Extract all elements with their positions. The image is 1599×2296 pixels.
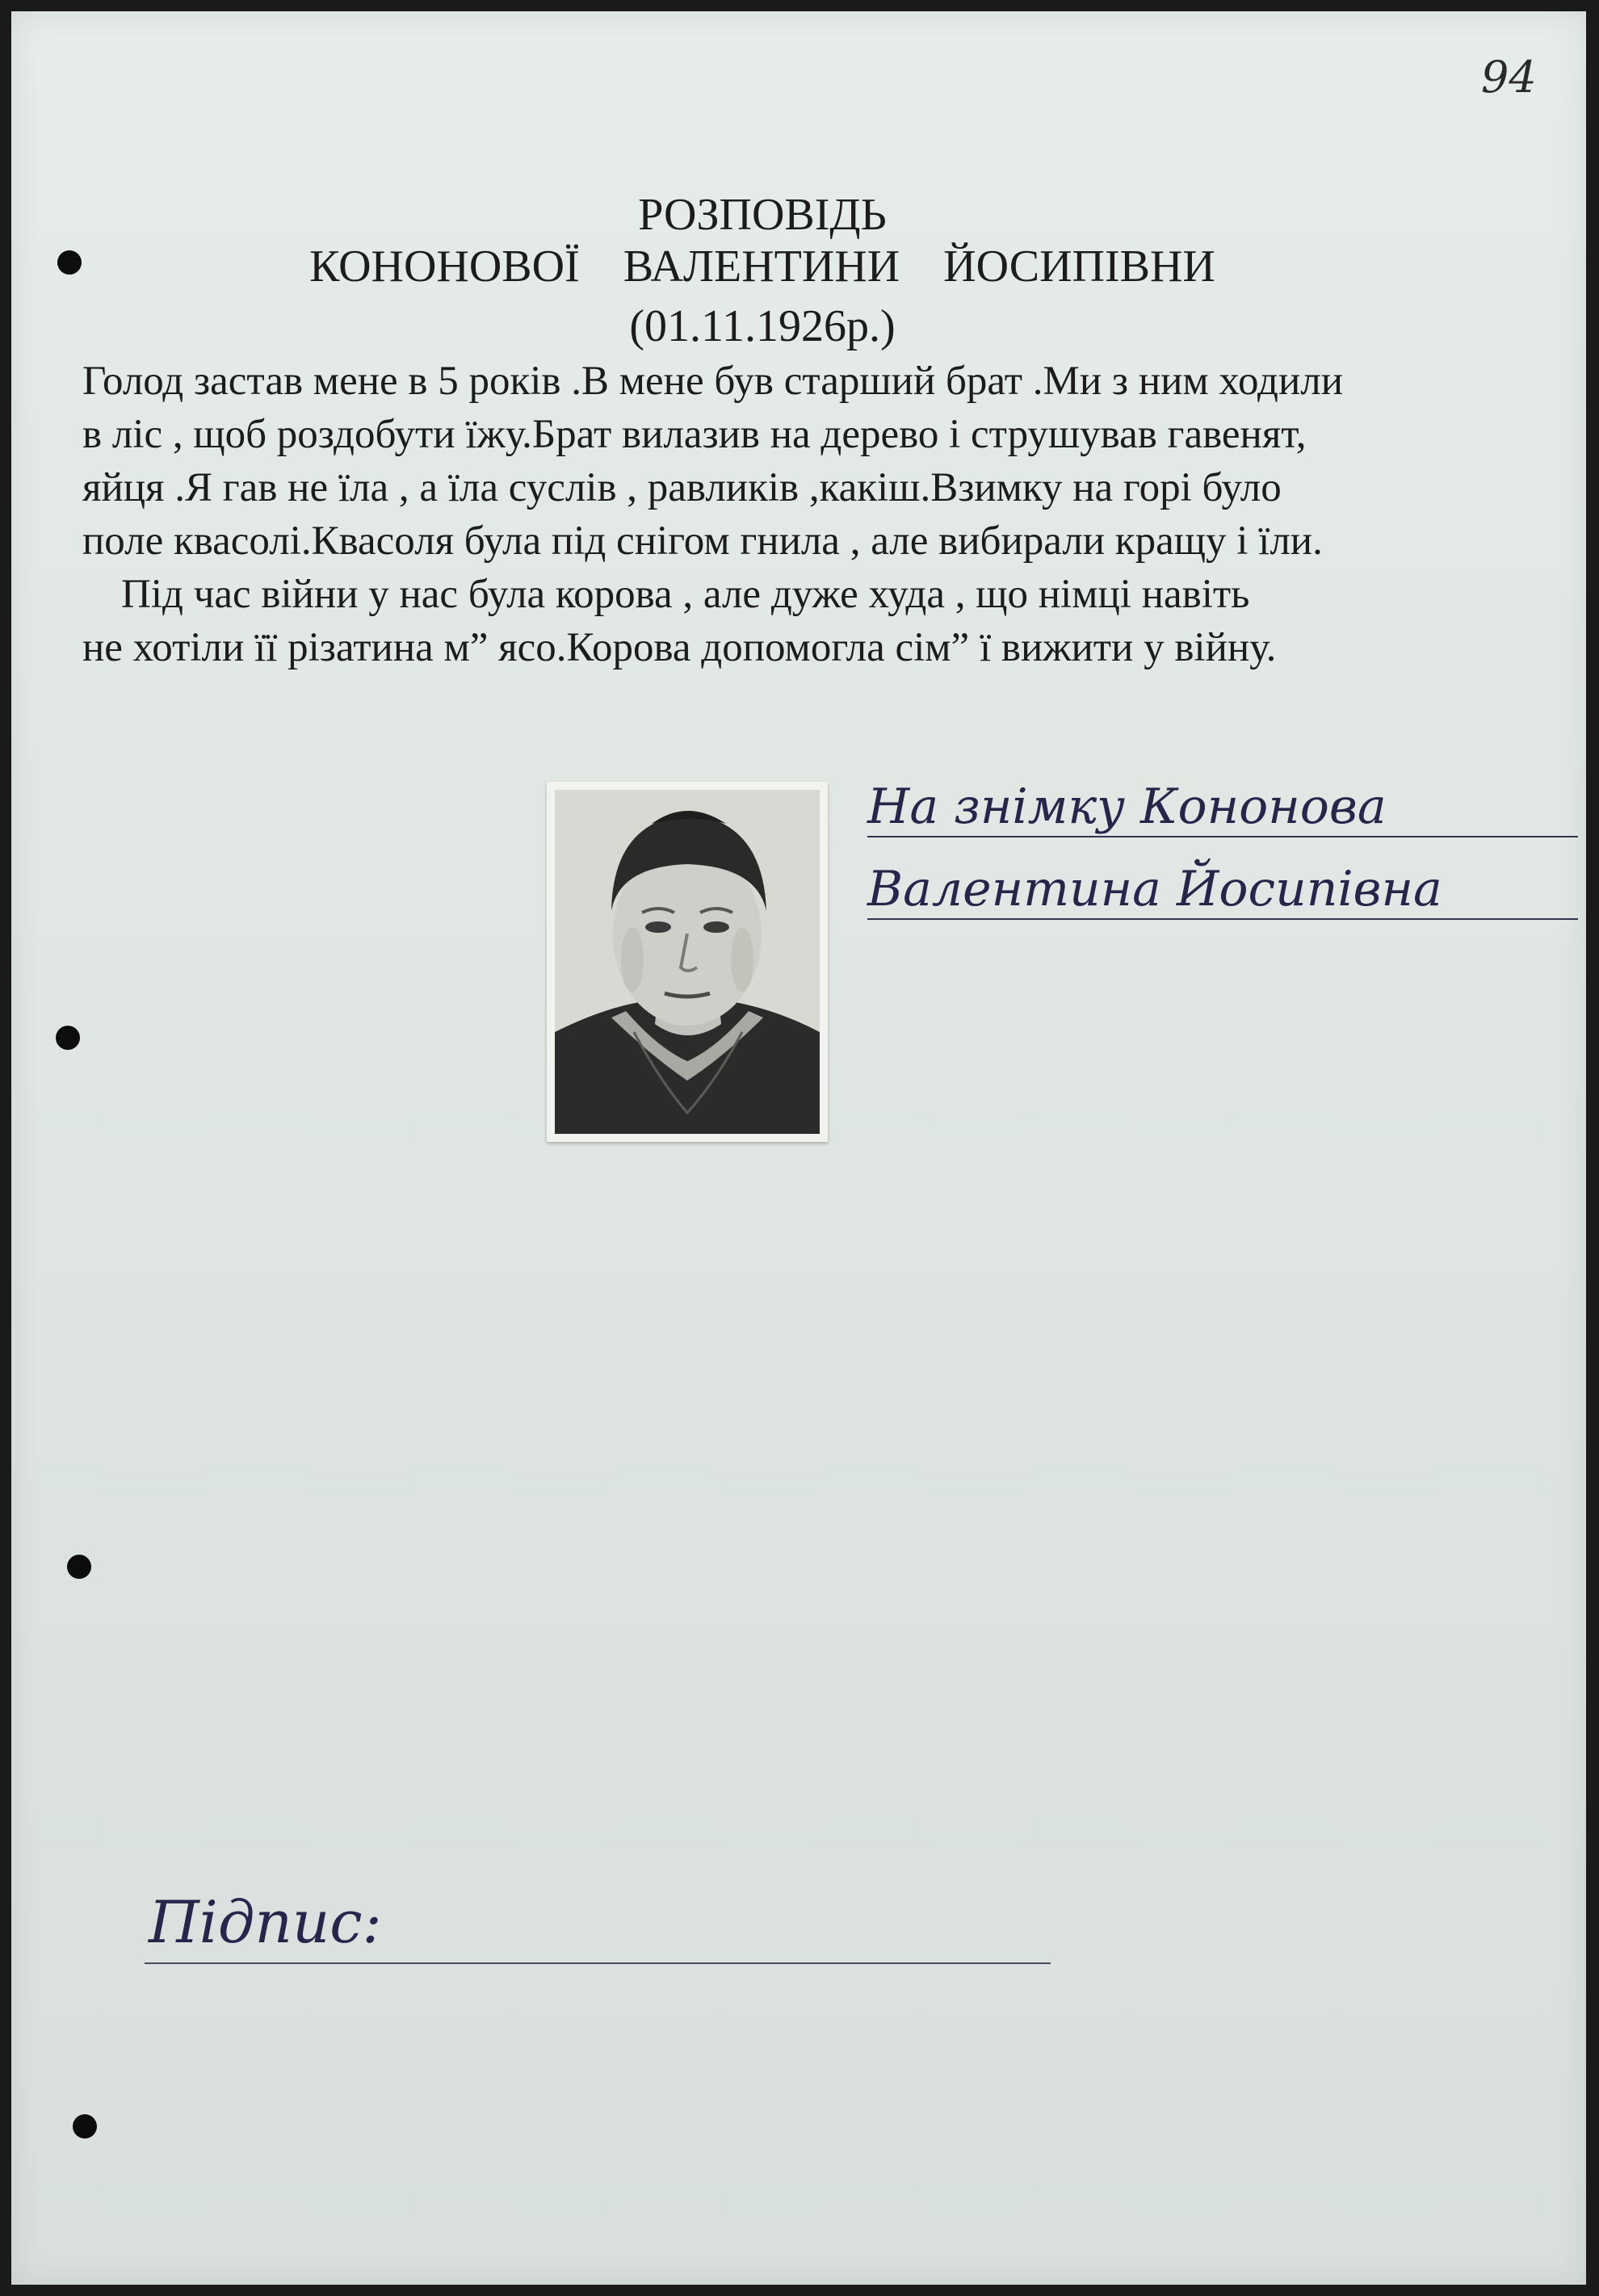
testimony-line: яйця .Я гав не їла , а їла суслів , равликів ,какіш.Взимку на горі було (82, 465, 1282, 510)
testimony-line: не хотіли її різатина м” ясо.Корова допомогла сім” ї вижити у війну. (82, 625, 1277, 670)
testimony-line: Голод застав мене в 5 років .В мене був старший брат .Ми з ним ходили (82, 359, 1344, 404)
portrait-image (555, 790, 820, 1134)
signature-label: Підпис: (149, 1888, 382, 1956)
photo-caption (867, 779, 1578, 947)
caption-line: Валентина Йосипівна (867, 865, 1578, 920)
page-number: 94 (1481, 52, 1537, 103)
signature-line (145, 1962, 1051, 1964)
punch-hole (56, 1026, 80, 1050)
testimony-line: в ліс , щоб роздобути їжу.Брат вилазив на дерево і струшував гавенят, (82, 412, 1307, 457)
portrait-photo (547, 782, 828, 1142)
testimony-line: поле квасолі.Квасоля була під снігом гнила , але вибирали кращу і їли. (82, 518, 1323, 564)
birth-date: (01.11.1926р.) (629, 301, 896, 351)
punch-hole (67, 1555, 91, 1579)
document-title: РОЗПОВІДЬ (638, 190, 887, 240)
punch-hole (73, 2114, 97, 2139)
testimony-text (82, 355, 1568, 674)
testimony-line: Під час війни у нас була корова , але дуже худа , що німці навіть (121, 572, 1250, 617)
document-page (11, 11, 1586, 2285)
narrator-name: КОНОНОВОЇ ВАЛЕНТИНИ ЙОСИПІВНИ (309, 241, 1215, 292)
caption-line: На знімку Кононова (867, 783, 1578, 837)
